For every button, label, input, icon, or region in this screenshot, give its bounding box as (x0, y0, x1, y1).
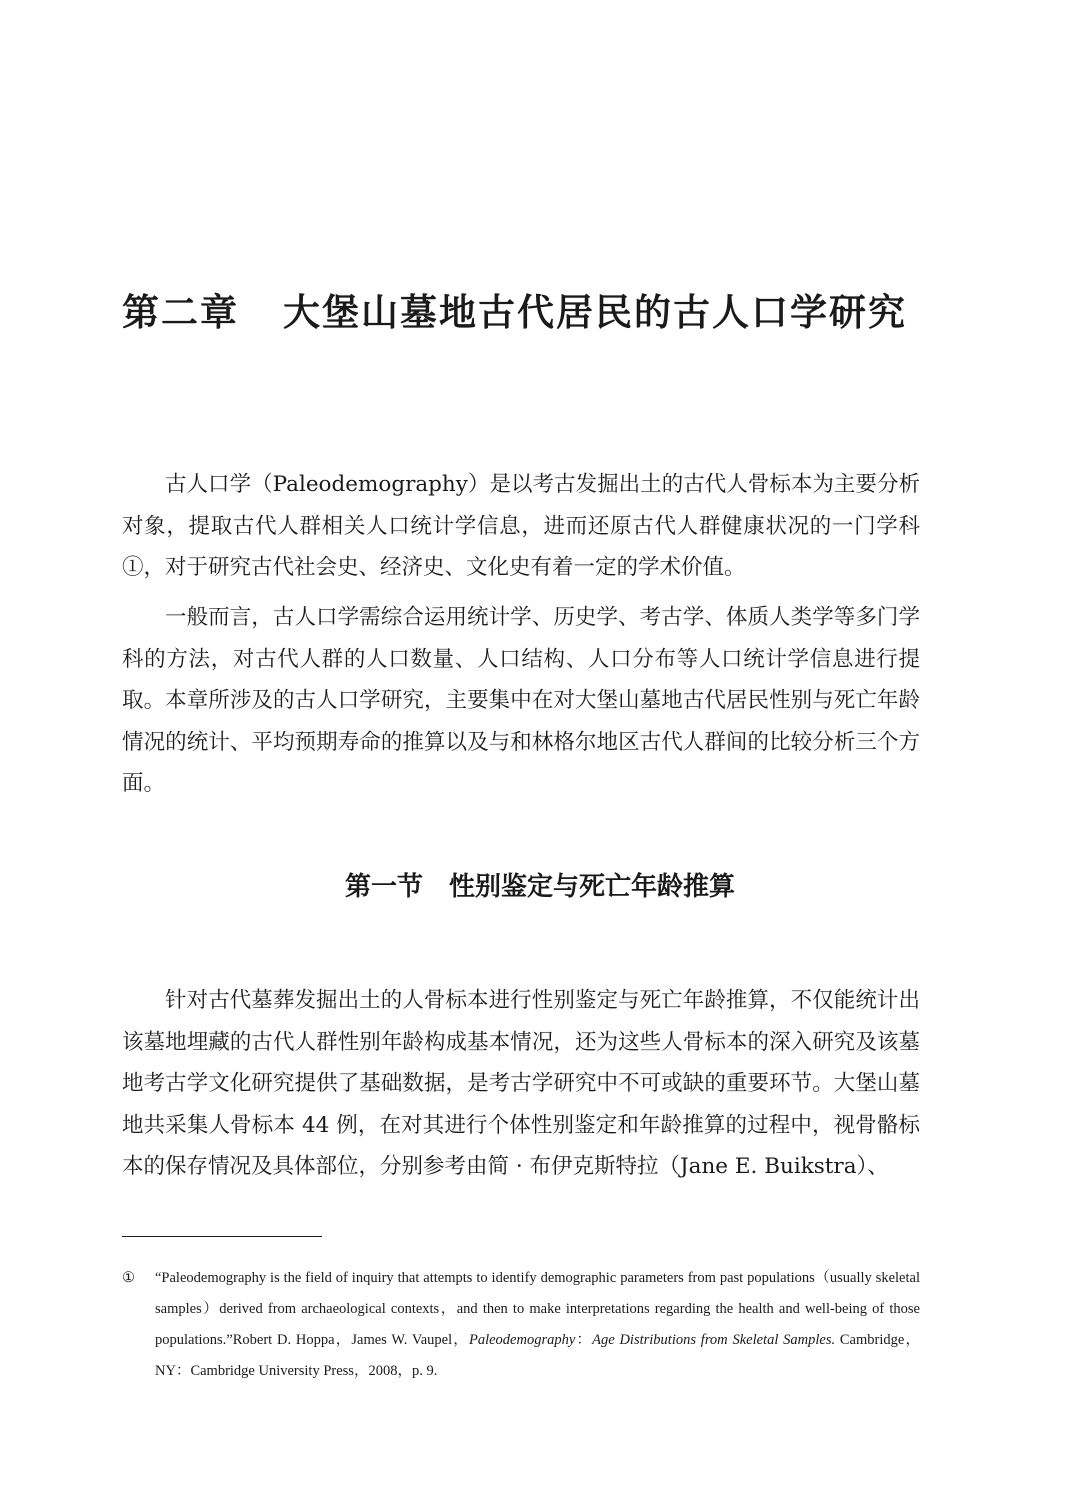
chapter-title-text: 大堡山墓地古代居民的古人口学研究 (283, 290, 907, 334)
footnote-text (155, 1263, 920, 1387)
footnote-book-subtitle: Age Distributions from Skeletal Samples. (592, 1332, 836, 1348)
section-title (0, 867, 1080, 907)
paragraph-3: 针对古代墓葬发掘出土的人骨标本进行性别鉴定与死亡年龄推算，不仅能统计出该墓地埋藏的古代人群性别年龄构成基本情况，还为这些人骨标本的深入研究及该墓地考古学文化研究提供了基础数据，是考古学研究中不可或缺的重要环节。大堡山墓地共采集人骨标本 44 例，在对其进行个体性别鉴定和年龄推算的过程中，视骨骼标本的保存情况及具体部位，分别参考由简 · 布伊克斯特拉（Jane E. Buikstra）、 (122, 988, 920, 1180)
footnote-separator: ： (575, 1332, 593, 1348)
footnote-marker: ① (122, 1270, 135, 1286)
footnote (122, 1263, 920, 1387)
paragraph-2: 一般而言，古人口学需综合运用统计学、历史学、考古学、体质人类学等多门学科的方法，对古代人群的人口数量、人口结构、人口分布等人口统计学信息进行提取。本章所涉及的古人口学研究，主要集中在对大堡山墓地古代居民性别与死亡年龄情况的统计、平均预期寿命的推算以及与和林格尔地区古代人群间的比较分析三个方面。 (122, 605, 920, 797)
chapter-title (122, 284, 962, 340)
footnote-divider (122, 1236, 322, 1237)
section-label: 第一节 (344, 872, 423, 902)
footnote-publication: Cambridge，NY：Cambridge University Press，2008，p. 9. (155, 1332, 920, 1379)
section-title-text: 性别鉴定与死亡年龄推算 (449, 872, 736, 902)
footnote-body: “Paleodemography is the field of inquiry that attempts to identify demographic parameters from past populations（usually skeletal samples）derived from archaeological contexts，and then to make interpretations regarding the health and well-being of those populations.”Robert D. Hoppa，James W. Vaupel， (155, 1270, 920, 1348)
footnote-book-title: Paleodemography (468, 1332, 576, 1348)
paragraph-1: 古人口学（Paleodemography）是以考古发掘出土的古代人骨标本为主要分析对象，提取古代人群相关人口统计学信息，进而还原古代人群健康状况的一门学科①，对于研究古代社会史、经济史、文化史有着一定的学术价值。 (122, 472, 920, 581)
chapter-label: 第二章 (122, 290, 239, 334)
